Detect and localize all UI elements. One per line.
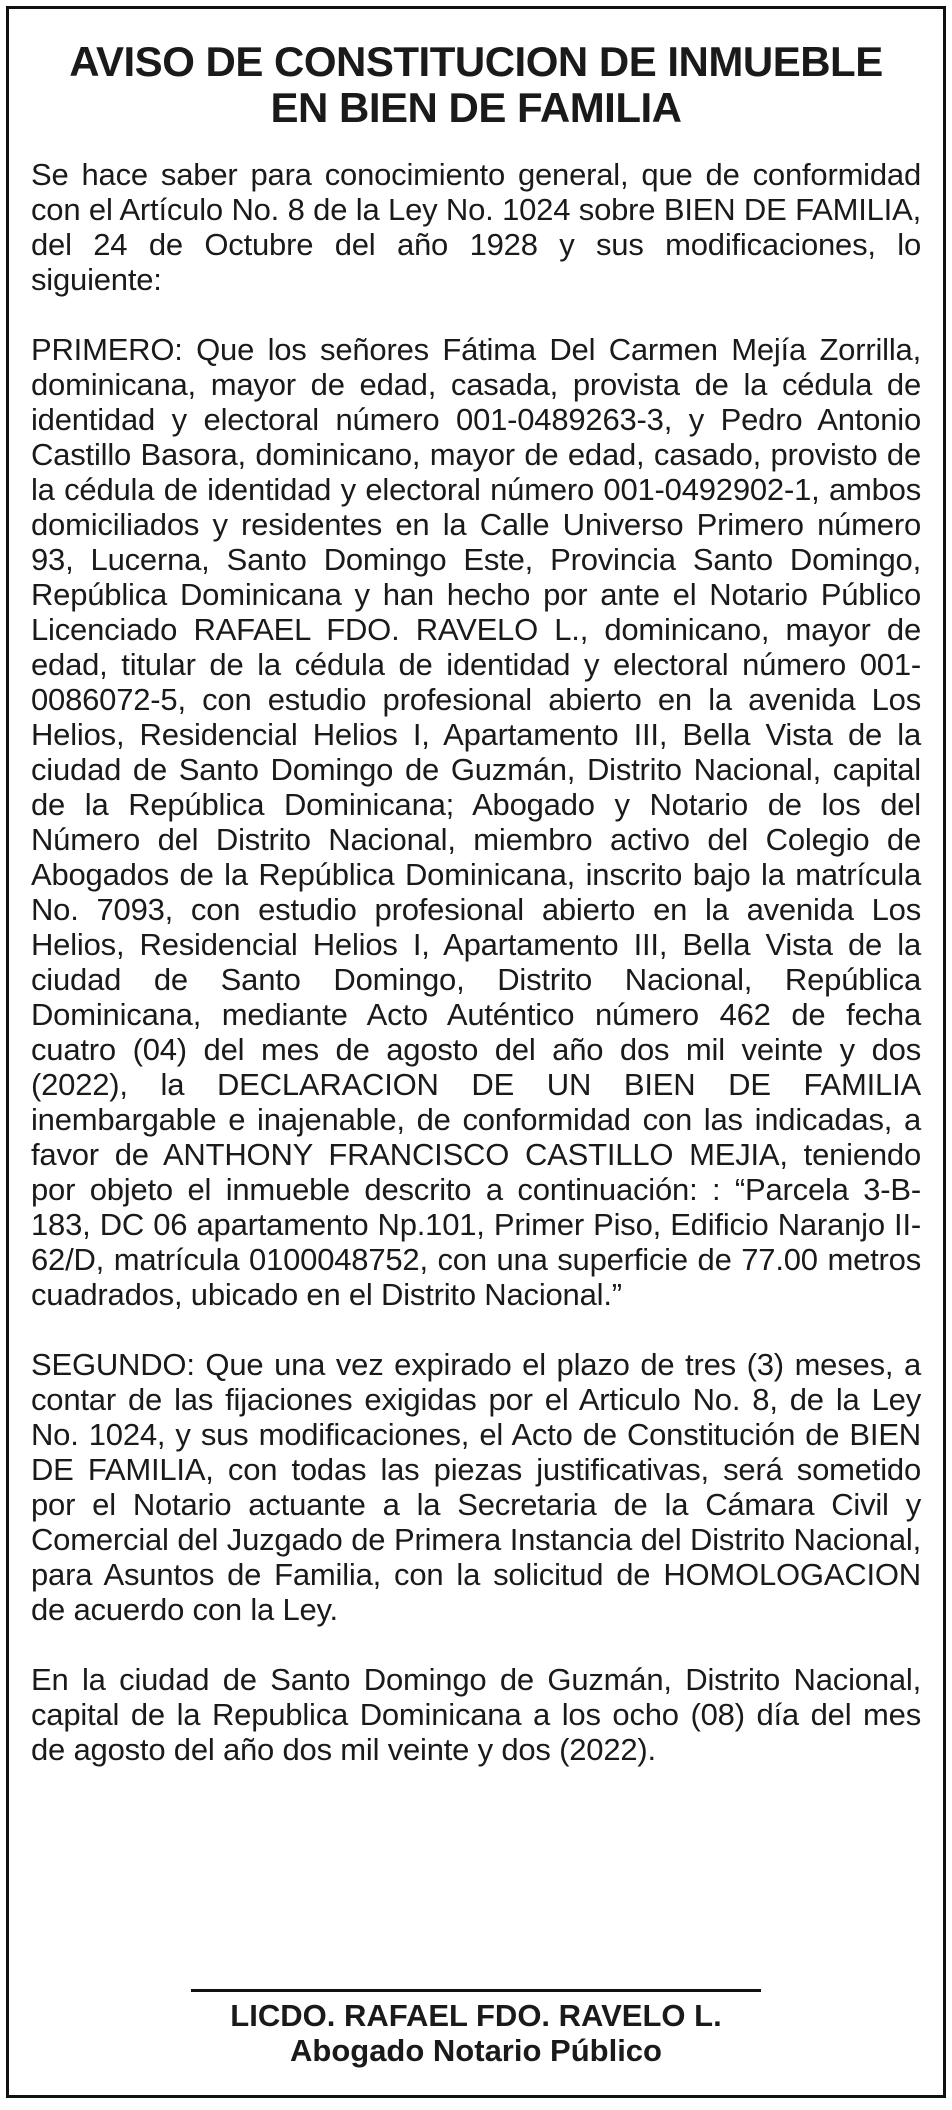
notice-title [31, 39, 921, 131]
paragraph-segundo: SEGUNDO: Que una vez expirado el plazo de tres (3) meses, a contar de las fijaciones exigidas por el Articulo No. 8, de la Ley No. 1024, y sus modificaciones, el Acto de Constitución de BIEN DE FAMILIA, con todas las piezas justificativas, será sometido por el Notario actuante a la Secretaria de la Cámara Civil y Comercial del Juzgado de Primera Instancia del Distrito Nacional, para Asuntos de Familia, con la solicitud de HOMOLOGACION de acuerdo con la Ley. [31, 1347, 921, 1627]
signature-line [191, 1989, 761, 1992]
notice-body [31, 157, 921, 1767]
signature-name: LICDO. RAFAEL FDO. RAVELO L. [230, 1998, 722, 2033]
paragraph-intro: Se hace saber para conocimiento general, que de conformidad con el Artículo No. 8 de la Ley No. 1024 sobre BIEN DE FAMILIA, del 24 de Octubre del año 1928 y sus modificaciones, lo siguiente: [31, 157, 921, 297]
paragraph-closing: En la ciudad de Santo Domingo de Guzmán, Distrito Nacional, capital de la Republica Dominicana a los ocho (08) día del mes de agosto del año dos mil veinte y dos (2022). [31, 1662, 921, 1767]
notice-title-line-1: AVISO DE CONSTITUCION DE INMUEBLE [69, 38, 883, 85]
signature-title: Abogado Notario Público [290, 2033, 662, 2068]
legal-notice [6, 6, 946, 2098]
signature-block [9, 1989, 943, 2068]
paragraph-primero: PRIMERO: Que los señores Fátima Del Carmen Mejía Zorrilla, dominicana, mayor de edad, casada, provista de la cédula de identidad y electoral número 001-0489263-3, y Pedro Antonio Castillo Basora, dominicano, mayor de edad, casado, provisto de la cédula de identidad y electoral número 001-0492902-1, ambos domiciliados y residentes en la Calle Universo Primero número 93, Lucerna, Santo Domingo Este, Provincia Santo Domingo, República Dominicana y han hecho por ante el Notario Público Licenciado RAFAEL FDO. RAVELO L., dominicano, mayor de edad, titular de la cédula de identidad y electoral número 001-0086072-5, con estudio profesional abierto en la avenida Los Helios, Residencial Helios I, Apartamento III, Bella Vista de la ciudad de Santo Domingo de Guzmán, Distrito Nacional, capital de la República Dominicana; Abogado y Notario de los del Número del Distrito Nacional, miembro activo del Colegio de Abogados de la República Dominicana, inscrito bajo la matrícula No. 7093, con estudio profesional abierto en la avenida Los Helios, Residencial Helios I, Apartamento III, Bella Vista de la ciudad de Santo Domingo, Distrito Nacional, República Dominicana, mediante Acto Auténtico número 462 de fecha cuatro (04) del mes de agosto del año dos mil veinte y dos (2022), la DECLARACION DE UN BIEN DE FAMILIA inembargable e inajenable, de conformidad con las indicadas, a favor de ANTHONY FRANCISCO CASTILLO MEJIA, teniendo por objeto el inmueble descrito a continuación: : “Parcela 3-B-183, DC 06 apartamento Np.101, Primer Piso, Edificio Naranjo II-62/D, matrícula 0100048752, con una superficie de 77.00 metros cuadrados, ubicado en el Distrito Nacional.” [31, 332, 921, 1312]
notice-title-line-2: EN BIEN DE FAMILIA [270, 84, 682, 131]
